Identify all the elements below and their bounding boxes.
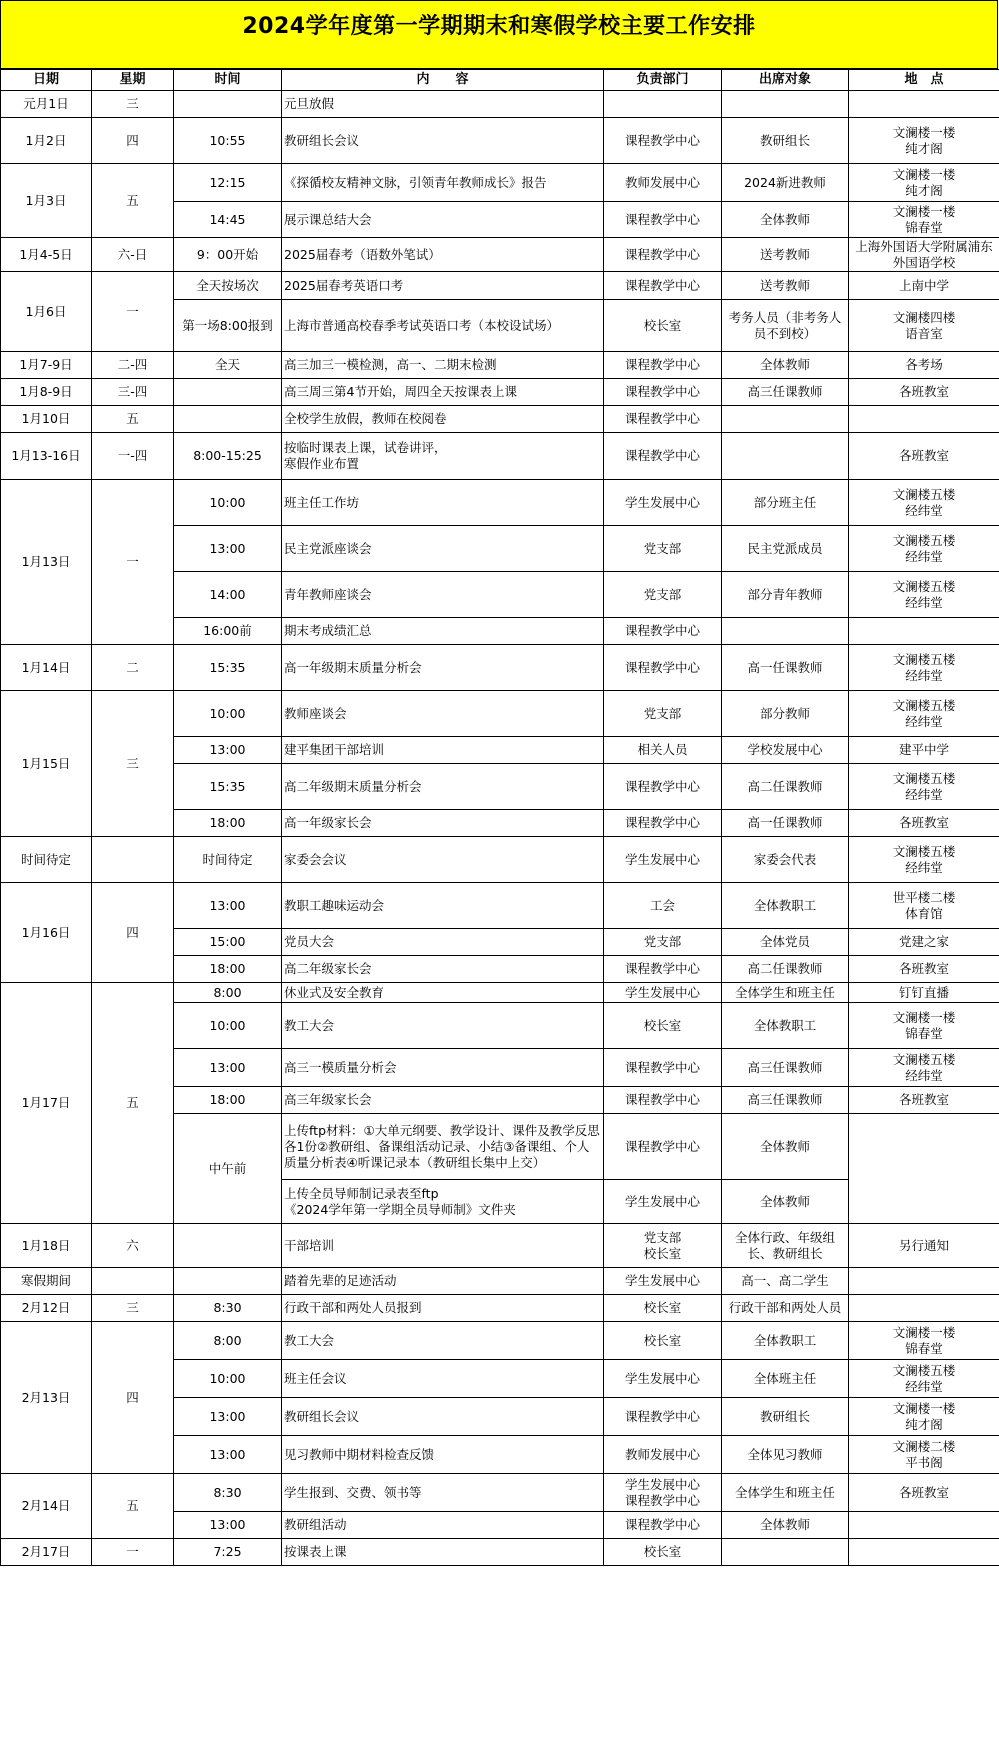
location-cell: 党建之家 (849, 929, 999, 956)
content-cell: 《探循校友精神文脉，引领青年教师成长》报告 (282, 164, 604, 202)
attendees-cell: 全体行政、年级组长、教研组长 (722, 1224, 849, 1268)
time-cell: 16:00前 (174, 618, 282, 645)
date-cell: 1月6日 (1, 272, 92, 352)
time-cell: 全天按场次 (174, 272, 282, 300)
location-cell: 钉钉直播 (849, 983, 999, 1003)
content-cell: 2025届春考英语口考 (282, 272, 604, 300)
content-cell: 教师座谈会 (282, 691, 604, 737)
header-row (1, 70, 999, 91)
time-cell (174, 379, 282, 406)
department-cell: 工会 (604, 883, 722, 929)
department-cell: 学生发展中心 (604, 480, 722, 526)
time-cell: 10:00 (174, 480, 282, 526)
location-cell: 文澜楼五楼 经纬堂 (849, 837, 999, 883)
content-cell: 班主任会议 (282, 1360, 604, 1398)
location-cell: 世平楼二楼 体育馆 (849, 883, 999, 929)
location-cell: 文澜楼五楼 经纬堂 (849, 1049, 999, 1087)
department-cell: 党支部 (604, 691, 722, 737)
time-cell: 时间待定 (174, 837, 282, 883)
attendees-cell (722, 91, 849, 118)
location-cell: 上南中学 (849, 272, 999, 300)
weekday-cell: 五 (92, 983, 174, 1224)
time-cell: 10:55 (174, 118, 282, 164)
time-cell: 13:00 (174, 1049, 282, 1087)
table-row (1, 272, 999, 300)
location-cell: 各班教室 (849, 956, 999, 983)
attendees-cell: 全体见习教师 (722, 1436, 849, 1474)
table-row (1, 118, 999, 164)
location-cell (849, 618, 999, 645)
department-cell: 学生发展中心 (604, 1268, 722, 1295)
date-cell: 1月13-16日 (1, 433, 92, 480)
table-row (1, 1539, 999, 1566)
date-cell: 1月18日 (1, 1224, 92, 1268)
weekday-cell: 二-四 (92, 352, 174, 379)
content-cell: 党员大会 (282, 929, 604, 956)
content-cell: 2025届春考（语数外笔试） (282, 238, 604, 272)
content-cell: 教研组长会议 (282, 118, 604, 164)
department-cell: 党支部 (604, 572, 722, 618)
attendees-cell: 家委会代表 (722, 837, 849, 883)
attendees-cell: 送考教师 (722, 238, 849, 272)
department-cell: 学生发展中心 课程教学中心 (604, 1474, 722, 1512)
weekday-cell: 六 (92, 1224, 174, 1268)
table-row (1, 837, 999, 883)
weekday-cell: 六-日 (92, 238, 174, 272)
time-cell: 13:00 (174, 883, 282, 929)
time-cell: 10:00 (174, 691, 282, 737)
content-cell: 高一年级家长会 (282, 810, 604, 837)
department-cell: 校长室 (604, 1295, 722, 1322)
department-cell: 党支部 (604, 526, 722, 572)
date-cell: 1月17日 (1, 983, 92, 1224)
department-cell: 校长室 (604, 1322, 722, 1360)
location-cell (849, 1268, 999, 1295)
location-cell (849, 1114, 999, 1224)
department-cell (604, 91, 722, 118)
attendees-cell: 2024新进教师 (722, 164, 849, 202)
weekday-cell: 五 (92, 406, 174, 433)
content-cell: 高一年级期末质量分析会 (282, 645, 604, 691)
date-cell: 1月15日 (1, 691, 92, 837)
attendees-cell: 民主党派成员 (722, 526, 849, 572)
attendees-cell (722, 406, 849, 433)
weekday-cell (92, 837, 174, 883)
table-row (1, 91, 999, 118)
department-cell: 课程教学中心 (604, 810, 722, 837)
location-cell (849, 91, 999, 118)
department-cell: 课程教学中心 (604, 272, 722, 300)
weekday-cell: 二 (92, 645, 174, 691)
department-cell: 课程教学中心 (604, 1049, 722, 1087)
location-cell: 各班教室 (849, 810, 999, 837)
attendees-cell: 行政干部和两处人员 (722, 1295, 849, 1322)
table-row (1, 1322, 999, 1360)
department-cell: 学生发展中心 (604, 983, 722, 1003)
attendees-cell: 高三任课教师 (722, 1087, 849, 1114)
time-cell: 13:00 (174, 526, 282, 572)
time-cell: 15:00 (174, 929, 282, 956)
time-cell: 18:00 (174, 810, 282, 837)
location-cell: 文澜楼一楼 锦春堂 (849, 1322, 999, 1360)
content-cell: 全校学生放假，教师在校阅卷 (282, 406, 604, 433)
attendees-cell: 高二任课教师 (722, 956, 849, 983)
time-cell: 第一场8:00报到 (174, 300, 282, 352)
content-cell: 按临时课表上课，试卷讲评， 寒假作业布置 (282, 433, 604, 480)
content-cell: 元旦放假 (282, 91, 604, 118)
content-cell: 上传ftp材料：①大单元纲要、教学设计、课件及教学反思各1份②教研组、备课组活动记录、小结③备课组、个人质量分析表④听课记录本（教研组长集中上交） (282, 1114, 604, 1180)
date-cell: 1月16日 (1, 883, 92, 983)
page-title: 2024学年度第一学期期末和寒假学校主要工作安排 (242, 14, 756, 39)
department-cell: 课程教学中心 (604, 764, 722, 810)
content-cell: 高三周三第4节开始，周四全天按课表上课 (282, 379, 604, 406)
content-cell: 教研组长会议 (282, 1398, 604, 1436)
time-cell: 8:00-15:25 (174, 433, 282, 480)
header-department: 负责部门 (604, 70, 722, 91)
department-cell: 党支部 (604, 929, 722, 956)
weekday-cell: 四 (92, 118, 174, 164)
weekday-cell: 三 (92, 1295, 174, 1322)
attendees-cell: 高三任课教师 (722, 379, 849, 406)
table-row (1, 433, 999, 480)
department-cell: 学生发展中心 (604, 837, 722, 883)
date-cell: 寒假期间 (1, 1268, 92, 1295)
location-cell: 各班教室 (849, 1474, 999, 1512)
content-cell: 教职工趣味运动会 (282, 883, 604, 929)
schedule-table (0, 69, 999, 1566)
department-cell: 校长室 (604, 1539, 722, 1566)
header-weekday: 星期 (92, 70, 174, 91)
attendees-cell: 高二任课教师 (722, 764, 849, 810)
attendees-cell: 全体教职工 (722, 1003, 849, 1049)
date-cell: 1月14日 (1, 645, 92, 691)
attendees-cell: 部分青年教师 (722, 572, 849, 618)
location-cell: 文澜楼五楼 经纬堂 (849, 480, 999, 526)
attendees-cell (722, 433, 849, 480)
date-cell: 1月8-9日 (1, 379, 92, 406)
attendees-cell: 教研组长 (722, 118, 849, 164)
location-cell: 另行通知 (849, 1224, 999, 1268)
header-date: 日期 (1, 70, 92, 91)
header-attendees: 出席对象 (722, 70, 849, 91)
weekday-cell: 四 (92, 1322, 174, 1474)
department-cell: 校长室 (604, 300, 722, 352)
time-cell: 9：00开始 (174, 238, 282, 272)
attendees-cell: 送考教师 (722, 272, 849, 300)
attendees-cell: 全体学生和班主任 (722, 983, 849, 1003)
attendees-cell: 高三任课教师 (722, 1049, 849, 1087)
attendees-cell: 全体教师 (722, 1512, 849, 1539)
time-cell (174, 406, 282, 433)
table-row (1, 352, 999, 379)
department-cell: 课程教学中心 (604, 645, 722, 691)
content-cell: 家委会会议 (282, 837, 604, 883)
table-row (1, 1295, 999, 1322)
table-row (1, 691, 999, 737)
date-cell: 1月4-5日 (1, 238, 92, 272)
time-cell: 18:00 (174, 956, 282, 983)
location-cell: 文澜楼五楼 经纬堂 (849, 645, 999, 691)
weekday-cell: 一-四 (92, 433, 174, 480)
department-cell: 教师发展中心 (604, 1436, 722, 1474)
date-cell: 1月10日 (1, 406, 92, 433)
department-cell: 课程教学中心 (604, 1087, 722, 1114)
department-cell: 课程教学中心 (604, 618, 722, 645)
department-cell: 课程教学中心 (604, 433, 722, 480)
content-cell: 教工大会 (282, 1003, 604, 1049)
header-time: 时间 (174, 70, 282, 91)
attendees-cell: 全体教师 (722, 202, 849, 238)
location-cell: 文澜楼一楼 锦春堂 (849, 202, 999, 238)
content-cell: 民主党派座谈会 (282, 526, 604, 572)
header-location: 地 点 (849, 70, 999, 91)
date-cell: 2月17日 (1, 1539, 92, 1566)
department-cell: 党支部 校长室 (604, 1224, 722, 1268)
header-content: 内 容 (282, 70, 604, 91)
table-row (1, 164, 999, 202)
content-cell: 见习教师中期材料检查反馈 (282, 1436, 604, 1474)
time-cell: 14:00 (174, 572, 282, 618)
time-cell: 全天 (174, 352, 282, 379)
content-cell: 教工大会 (282, 1322, 604, 1360)
department-cell: 课程教学中心 (604, 1398, 722, 1436)
location-cell: 文澜楼二楼 平书阁 (849, 1436, 999, 1474)
table-row (1, 1224, 999, 1268)
attendees-cell: 教研组长 (722, 1398, 849, 1436)
content-cell: 踏着先辈的足迹活动 (282, 1268, 604, 1295)
location-cell: 各班教室 (849, 433, 999, 480)
time-cell: 7:25 (174, 1539, 282, 1566)
date-cell: 1月13日 (1, 480, 92, 645)
attendees-cell: 高一任课教师 (722, 810, 849, 837)
table-row (1, 1268, 999, 1295)
weekday-cell (92, 1268, 174, 1295)
date-cell: 时间待定 (1, 837, 92, 883)
weekday-cell: 三 (92, 91, 174, 118)
weekday-cell: 三 (92, 691, 174, 837)
table-row (1, 406, 999, 433)
weekday-cell: 一 (92, 272, 174, 352)
content-cell: 高二年级家长会 (282, 956, 604, 983)
location-cell (849, 1539, 999, 1566)
attendees-cell (722, 618, 849, 645)
department-cell: 课程教学中心 (604, 406, 722, 433)
department-cell: 课程教学中心 (604, 352, 722, 379)
content-cell: 高三年级家长会 (282, 1087, 604, 1114)
attendees-cell: 全体教职工 (722, 1322, 849, 1360)
table-row (1, 983, 999, 1003)
department-cell: 学生发展中心 (604, 1360, 722, 1398)
location-cell: 上海外国语大学附属浦东外国语学校 (849, 238, 999, 272)
location-cell: 文澜楼一楼 纯才阁 (849, 164, 999, 202)
attendees-cell (722, 1539, 849, 1566)
content-cell: 班主任工作坊 (282, 480, 604, 526)
date-cell: 1月2日 (1, 118, 92, 164)
weekday-cell: 一 (92, 1539, 174, 1566)
location-cell: 各考场 (849, 352, 999, 379)
department-cell: 相关人员 (604, 737, 722, 764)
table-row (1, 238, 999, 272)
department-cell: 课程教学中心 (604, 118, 722, 164)
time-cell: 8:00 (174, 983, 282, 1003)
content-cell: 高三一模质量分析会 (282, 1049, 604, 1087)
time-cell (174, 1224, 282, 1268)
attendees-cell: 全体党员 (722, 929, 849, 956)
content-cell: 按课表上课 (282, 1539, 604, 1566)
table-row (1, 1474, 999, 1512)
table-row (1, 883, 999, 929)
content-cell: 学生报到、交费、领书等 (282, 1474, 604, 1512)
content-cell: 教研组活动 (282, 1512, 604, 1539)
location-cell (849, 406, 999, 433)
date-cell: 1月7-9日 (1, 352, 92, 379)
attendees-cell: 部分教师 (722, 691, 849, 737)
time-cell: 中午前 (174, 1114, 282, 1224)
attendees-cell: 全体教师 (722, 1180, 849, 1224)
content-cell: 干部培训 (282, 1224, 604, 1268)
attendees-cell: 高一任课教师 (722, 645, 849, 691)
date-cell: 2月12日 (1, 1295, 92, 1322)
content-cell: 期末考成绩汇总 (282, 618, 604, 645)
attendees-cell: 全体教职工 (722, 883, 849, 929)
table-row (1, 379, 999, 406)
attendees-cell: 全体教师 (722, 352, 849, 379)
table-row (1, 480, 999, 526)
content-cell: 建平集团干部培训 (282, 737, 604, 764)
location-cell: 文澜楼五楼 经纬堂 (849, 526, 999, 572)
location-cell (849, 1295, 999, 1322)
time-cell: 18:00 (174, 1087, 282, 1114)
content-cell: 休业式及安全教育 (282, 983, 604, 1003)
attendees-cell: 全体教师 (722, 1114, 849, 1180)
time-cell: 8:30 (174, 1295, 282, 1322)
content-cell: 上海市普通高校春季考试英语口考（本校设试场） (282, 300, 604, 352)
department-cell: 学生发展中心 (604, 1180, 722, 1224)
department-cell: 课程教学中心 (604, 238, 722, 272)
attendees-cell: 高一、高二学生 (722, 1268, 849, 1295)
location-cell: 文澜楼五楼 经纬堂 (849, 572, 999, 618)
time-cell: 8:30 (174, 1474, 282, 1512)
content-cell: 上传全员导师制记录表至ftp 《2024学年第一学期全员导师制》文件夹 (282, 1180, 604, 1224)
content-cell: 高二年级期末质量分析会 (282, 764, 604, 810)
content-cell: 青年教师座谈会 (282, 572, 604, 618)
date-cell: 2月14日 (1, 1474, 92, 1539)
location-cell: 文澜楼五楼 经纬堂 (849, 1360, 999, 1398)
department-cell: 校长室 (604, 1003, 722, 1049)
location-cell (849, 1512, 999, 1539)
weekday-cell: 五 (92, 164, 174, 238)
time-cell: 13:00 (174, 737, 282, 764)
department-cell: 课程教学中心 (604, 1114, 722, 1180)
attendees-cell: 学校发展中心 (722, 737, 849, 764)
time-cell: 13:00 (174, 1512, 282, 1539)
location-cell: 文澜楼一楼 锦春堂 (849, 1003, 999, 1049)
attendees-cell: 考务人员（非考务人员不到校） (722, 300, 849, 352)
table-row (1, 645, 999, 691)
time-cell: 14:45 (174, 202, 282, 238)
location-cell: 文澜楼一楼 纯才阁 (849, 118, 999, 164)
attendees-cell: 全体班主任 (722, 1360, 849, 1398)
date-cell: 1月3日 (1, 164, 92, 238)
attendees-cell: 部分班主任 (722, 480, 849, 526)
department-cell: 课程教学中心 (604, 956, 722, 983)
time-cell (174, 91, 282, 118)
time-cell: 8:00 (174, 1322, 282, 1360)
weekday-cell: 三-四 (92, 379, 174, 406)
time-cell: 10:00 (174, 1360, 282, 1398)
time-cell: 10:00 (174, 1003, 282, 1049)
location-cell: 文澜楼五楼 经纬堂 (849, 764, 999, 810)
department-cell: 教师发展中心 (604, 164, 722, 202)
time-cell: 12:15 (174, 164, 282, 202)
location-cell: 文澜楼一楼 纯才阁 (849, 1398, 999, 1436)
weekday-cell: 五 (92, 1474, 174, 1539)
content-cell: 行政干部和两处人员报到 (282, 1295, 604, 1322)
time-cell: 13:00 (174, 1436, 282, 1474)
department-cell: 课程教学中心 (604, 379, 722, 406)
time-cell: 13:00 (174, 1398, 282, 1436)
attendees-cell: 全体学生和班主任 (722, 1474, 849, 1512)
department-cell: 课程教学中心 (604, 202, 722, 238)
weekday-cell: 一 (92, 480, 174, 645)
location-cell: 文澜楼五楼 经纬堂 (849, 691, 999, 737)
weekday-cell: 四 (92, 883, 174, 983)
location-cell: 文澜楼四楼 语音室 (849, 300, 999, 352)
time-cell (174, 1268, 282, 1295)
location-cell: 建平中学 (849, 737, 999, 764)
location-cell: 各班教室 (849, 1087, 999, 1114)
location-cell: 各班教室 (849, 379, 999, 406)
content-cell: 高三加三一模检测，高一、二期末检测 (282, 352, 604, 379)
time-cell: 15:35 (174, 764, 282, 810)
title-banner (0, 0, 998, 69)
content-cell: 展示课总结大会 (282, 202, 604, 238)
date-cell: 2月13日 (1, 1322, 92, 1474)
time-cell: 15:35 (174, 645, 282, 691)
department-cell: 课程教学中心 (604, 1512, 722, 1539)
date-cell: 元月1日 (1, 91, 92, 118)
